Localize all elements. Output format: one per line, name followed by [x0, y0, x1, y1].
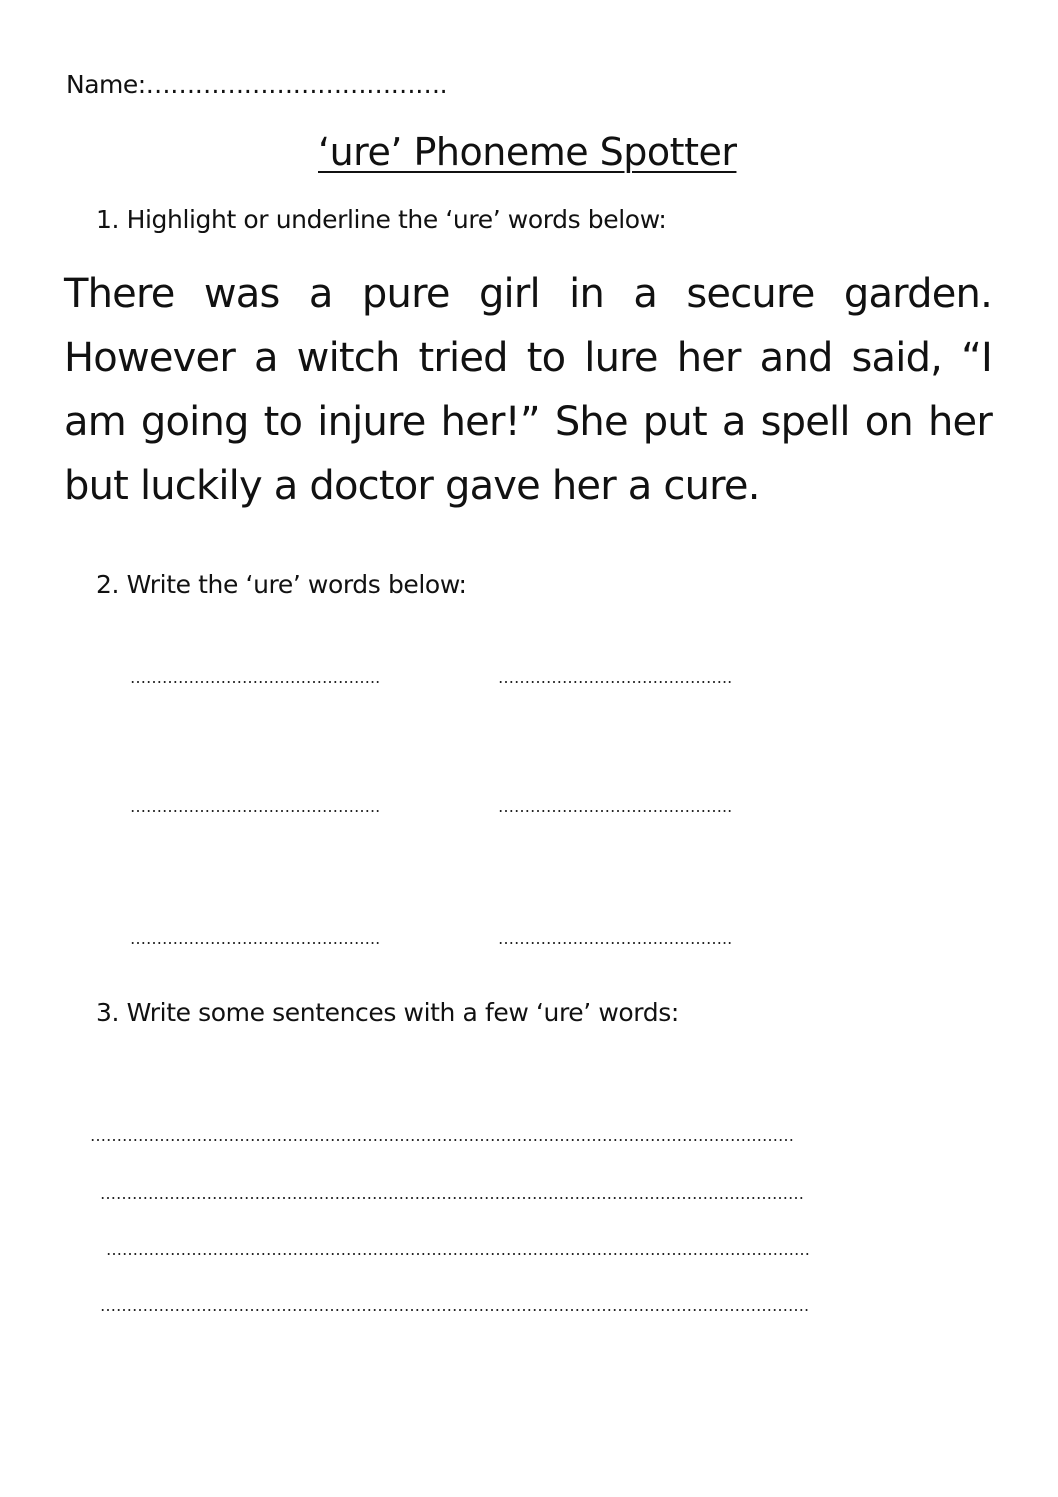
question-3-prompt: 3. Write some sentences with a few ‘ure’ words:: [96, 998, 679, 1027]
question-1-prompt: 1. Highlight or underline the ‘ure’ words below:: [96, 205, 667, 234]
word-blank-5: ………………………………………..: [130, 929, 381, 948]
sentence-line-3: ……………………………………………………………………………………………………………………: [106, 1240, 810, 1259]
worksheet-title: ‘ure’ Phoneme Spotter: [318, 130, 737, 174]
word-blank-1: ………………………………………..: [130, 668, 381, 687]
question-2-prompt: 2. Write the ‘ure’ words below:: [96, 570, 467, 599]
word-blank-6: ……………………………………..: [498, 929, 733, 948]
name-field-label: Name:……………………………….: [66, 70, 448, 99]
word-blank-3: ………………………………………..: [130, 797, 381, 816]
story-passage: There was a pure girl in a secure garden. However a witch tried to lure her and said, “I am going to injure her!” She put a spell on her but luckily a doctor gave her a cure.: [64, 271, 992, 509]
sentence-line-1: ……………………………………………………………………………………………………………………: [90, 1126, 794, 1145]
word-blank-2: ……………………………………..: [498, 668, 733, 687]
sentence-line-2: ……………………………………………………………………………………………………………………: [100, 1184, 804, 1203]
word-blank-4: ……………………………………..: [498, 797, 733, 816]
sentence-line-4: …………………………………………………………………………………………………………………….: [100, 1296, 810, 1315]
